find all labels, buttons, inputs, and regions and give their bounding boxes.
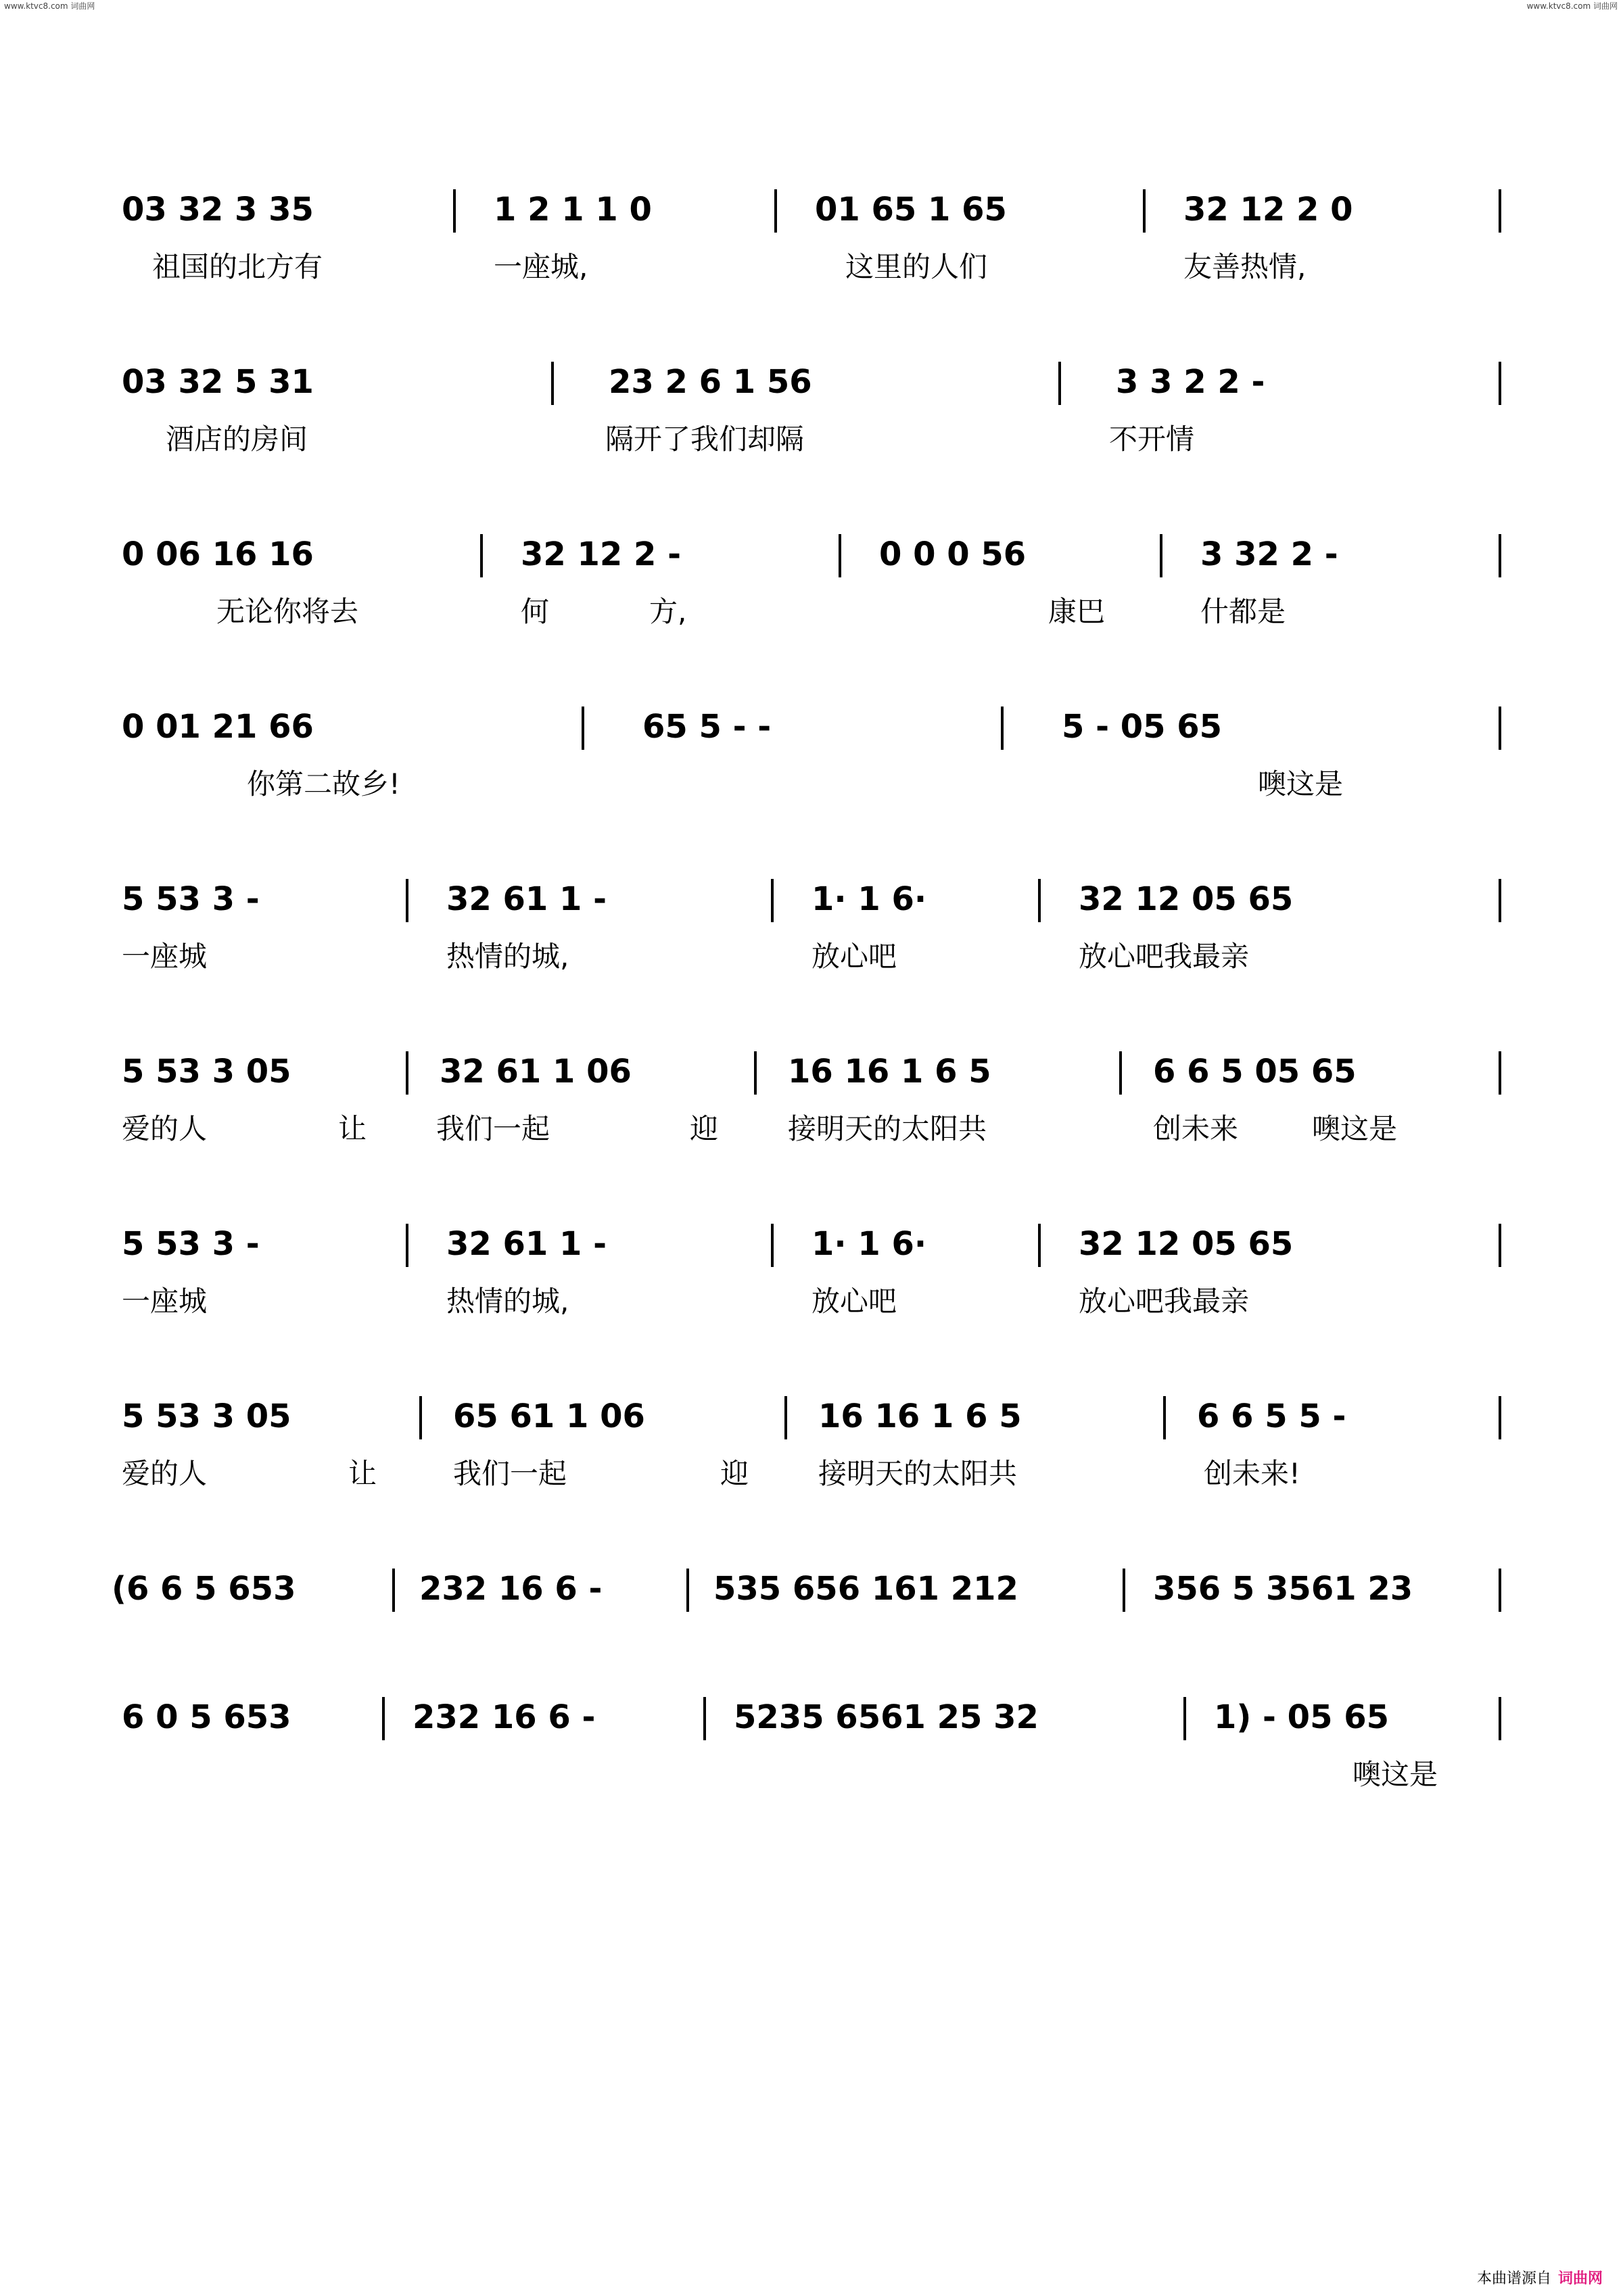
barline [1001, 707, 1004, 750]
barline [1499, 707, 1501, 750]
barline [1163, 1396, 1166, 1439]
barline [582, 707, 584, 750]
header-left-watermark: www.ktvc8.com 词曲网 [4, 1, 95, 11]
staff [122, 355, 1501, 409]
score-system-2 [122, 355, 1501, 477]
lyrics-line [122, 1752, 1501, 1791]
barline [453, 189, 456, 233]
measure: 1· 1 6· [812, 880, 927, 918]
lyric: 方, [649, 595, 687, 628]
measure: 01 65 1 65 [815, 191, 1007, 229]
barline [774, 189, 777, 233]
score-system-6 [122, 1045, 1501, 1166]
measure: 0 06 16 16 [122, 535, 314, 573]
staff [122, 1690, 1501, 1744]
barline [419, 1396, 422, 1439]
measure: 16 16 1 6 5 [818, 1397, 1022, 1435]
staff [122, 1045, 1501, 1099]
measure: 32 61 1 - [446, 880, 607, 918]
lyric: 友善热情, [1183, 250, 1307, 283]
header-right-watermark: www.ktvc8.com 词曲网 [1526, 1, 1618, 11]
measure: 5 53 3 05 [122, 1053, 291, 1091]
barline [1160, 534, 1162, 577]
measure: 16 16 1 6 5 [788, 1053, 991, 1091]
lyric: 康巴 [1048, 595, 1106, 628]
measure: 1· 1 6· [812, 1225, 927, 1263]
measure: 3 32 2 - [1200, 535, 1338, 573]
measure: 0 01 21 66 [122, 708, 314, 746]
staff [122, 700, 1501, 754]
barline [1038, 879, 1041, 922]
lyric: 创未来 [1153, 1112, 1239, 1145]
barline [382, 1697, 385, 1740]
lyrics-line [122, 590, 1501, 628]
lyric: 让 [338, 1112, 367, 1145]
barline [1183, 1697, 1186, 1740]
lyrics-line [122, 417, 1501, 456]
measure: 32 12 05 65 [1079, 880, 1294, 918]
barline [1499, 534, 1501, 577]
barline [480, 534, 483, 577]
measure: 32 12 2 0 [1183, 191, 1353, 229]
score-system-9 [112, 1562, 1501, 1683]
score-system-1 [122, 183, 1501, 304]
score-system-8 [122, 1389, 1501, 1511]
measure: 5 53 3 - [122, 1225, 260, 1263]
lyric: 不开情 [1109, 423, 1195, 456]
lyric: 一座城, [494, 250, 588, 283]
measure: 03 32 3 35 [122, 191, 314, 229]
score-system-7 [122, 1217, 1501, 1339]
measure: 32 61 1 06 [440, 1053, 632, 1091]
measure: 5 53 3 05 [122, 1397, 291, 1435]
barline [1499, 1396, 1501, 1439]
score-system-4 [122, 700, 1501, 821]
lyric: 迎 [690, 1112, 719, 1145]
lyric: 爱的人 [122, 1457, 208, 1490]
lyric: 让 [348, 1457, 377, 1490]
barline [1499, 1224, 1501, 1267]
measure: 23 2 6 1 56 [609, 363, 812, 401]
lyric: 我们一起 [453, 1457, 567, 1490]
staff [122, 1389, 1501, 1443]
barline [1499, 1051, 1501, 1095]
measure: (6 6 5 653 [112, 1570, 296, 1608]
lyric: 接明天的太阳共 [788, 1112, 987, 1145]
footer-source-text: 本曲谱源自 [1476, 2270, 1551, 2287]
barline [1119, 1051, 1122, 1095]
measure: 3 3 2 2 - [1116, 363, 1265, 401]
barline [771, 879, 774, 922]
measure: 65 61 1 06 [453, 1397, 645, 1435]
score-system-5 [122, 872, 1501, 994]
barline [839, 534, 841, 577]
lyric: 无论你将去 [216, 595, 359, 628]
lyric: 隔开了我们却隔 [605, 423, 805, 456]
lyric: 迎 [720, 1457, 749, 1490]
measure: 5 53 3 - [122, 880, 260, 918]
lyric: 爱的人 [122, 1112, 208, 1145]
lyric: 噢这是 [1312, 1112, 1398, 1145]
lyric: 一座城 [122, 940, 208, 973]
barline [1499, 1697, 1501, 1740]
lyric: 放心吧 [812, 940, 897, 973]
staff [122, 183, 1501, 237]
lyric: 你第二故乡! [247, 767, 400, 800]
barline [1499, 362, 1501, 405]
barline [754, 1051, 757, 1095]
measure: 232 16 6 - [413, 1698, 596, 1736]
barline [1499, 1569, 1501, 1612]
measure: 1) - 05 65 [1214, 1698, 1389, 1736]
staff [122, 1217, 1501, 1271]
lyric: 这里的人们 [845, 250, 988, 283]
barline [771, 1224, 774, 1267]
lyric: 我们一起 [436, 1112, 550, 1145]
measure: 65 5 - - [642, 708, 772, 746]
staff [112, 1562, 1501, 1616]
lyric: 一座城 [122, 1285, 208, 1318]
lyrics-line [122, 1279, 1501, 1318]
lyric: 祖国的北方有 [152, 250, 323, 283]
lyrics-line [122, 934, 1501, 973]
measure: 6 6 5 5 - [1197, 1397, 1346, 1435]
lyric: 何 [521, 595, 550, 628]
measure: 03 32 5 31 [122, 363, 314, 401]
measure: 232 16 6 - [419, 1570, 603, 1608]
measure: 6 0 5 653 [122, 1698, 291, 1736]
barline [784, 1396, 787, 1439]
lyrics-line [122, 762, 1501, 800]
measure: 356 5 3561 23 [1153, 1570, 1413, 1608]
lyric: 什都是 [1200, 595, 1286, 628]
barline [406, 1224, 408, 1267]
lyric: 创未来! [1204, 1457, 1300, 1490]
barline [392, 1569, 395, 1612]
measure: 32 12 05 65 [1079, 1225, 1294, 1263]
measure: 0 0 0 56 [879, 535, 1027, 573]
lyric: 酒店的房间 [166, 423, 308, 456]
lyric: 热情的城, [446, 1285, 569, 1318]
lyric: 噢这是 [1352, 1758, 1438, 1791]
footer-logo[interactable]: 词曲网 [1557, 2270, 1603, 2287]
barline [703, 1697, 706, 1740]
staff [122, 527, 1501, 581]
lyric: 放心吧 [812, 1285, 897, 1318]
measure: 5235 6561 25 32 [734, 1698, 1039, 1736]
lyric: 噢这是 [1258, 767, 1344, 800]
lyric: 放心吧我最亲 [1079, 1285, 1250, 1318]
barline [1123, 1569, 1125, 1612]
lyrics-line [122, 245, 1501, 283]
barline [406, 879, 408, 922]
measure: 32 61 1 - [446, 1225, 607, 1263]
score-system-3 [122, 527, 1501, 649]
lyrics-line [122, 1452, 1501, 1490]
measure: 1 2 1 1 0 [494, 191, 652, 229]
lyric: 接明天的太阳共 [818, 1457, 1018, 1490]
lyrics-line [122, 1107, 1501, 1145]
measure: 5 - 05 65 [1062, 708, 1223, 746]
staff [122, 872, 1501, 926]
barline [1038, 1224, 1041, 1267]
lyric: 放心吧我最亲 [1079, 940, 1250, 973]
barline [1143, 189, 1146, 233]
lyric: 热情的城, [446, 940, 569, 973]
score-system-10 [122, 1690, 1501, 1812]
barline [1499, 189, 1501, 233]
measure: 32 12 2 - [521, 535, 682, 573]
barline [406, 1051, 408, 1095]
measure: 535 656 161 212 [713, 1570, 1018, 1608]
barline [686, 1569, 689, 1612]
measure: 6 6 5 05 65 [1153, 1053, 1357, 1091]
barline [1499, 879, 1501, 922]
barline [1058, 362, 1061, 405]
barline [551, 362, 554, 405]
footer [1477, 2267, 1603, 2288]
